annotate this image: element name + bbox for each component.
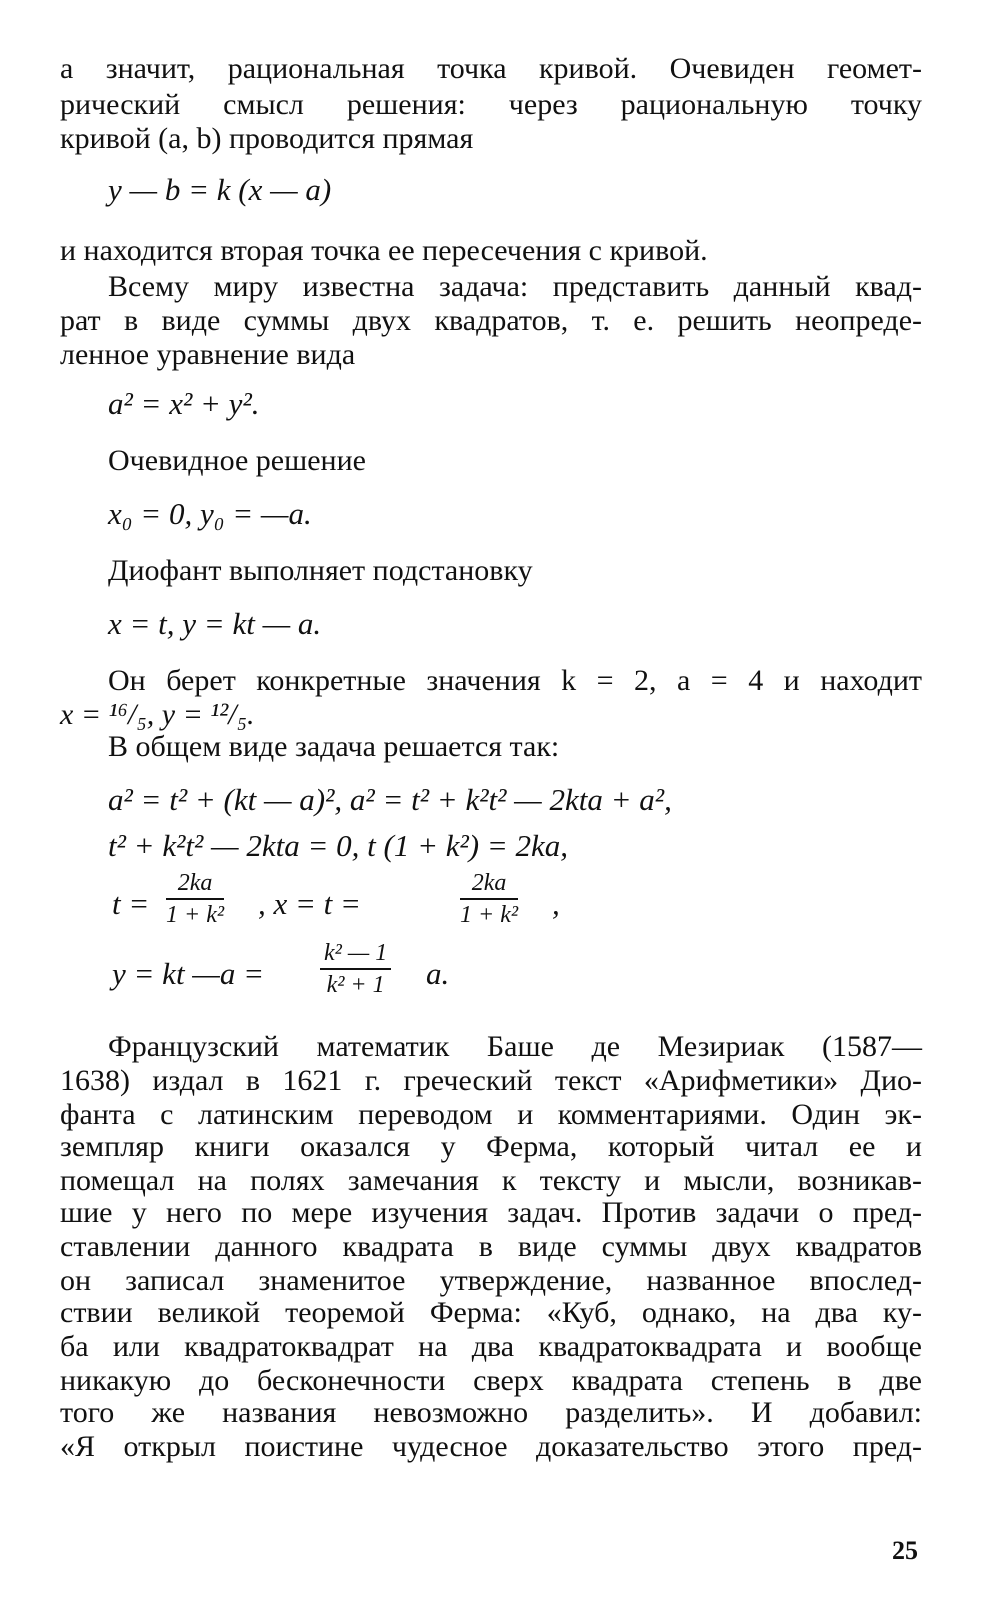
fraction	[320, 940, 391, 998]
equation-line: a² = x² + y².	[108, 386, 260, 421]
text-line: ба или квадратоквадрат на два квадратоквадрата и вообще	[60, 1330, 922, 1363]
fraction-denominator: k² + 1	[326, 972, 385, 998]
fraction-numerator: k² — 1	[320, 940, 391, 970]
fraction-denominator: 1 + k²	[166, 902, 225, 928]
text-line: фанта с латинским переводом и комментариями. Один эк-	[60, 1098, 922, 1131]
equation-end: a.	[426, 956, 450, 991]
text-line: Очевидное решение	[108, 444, 366, 477]
text-line: помещал на полях замечания к тексту и мысли, возникав-	[60, 1164, 922, 1197]
text-line: x = ¹⁶/₅, y = ¹²/₅.	[60, 698, 255, 731]
equation-lhs: t =	[112, 886, 150, 921]
fraction-numerator: 2ka	[460, 870, 518, 900]
equation-end: ,	[552, 886, 560, 921]
text-line: земпляр книги оказался у Ферма, который читал ее и	[60, 1130, 922, 1163]
text-line: рат в виде суммы двух квадратов, т. е. решить неопреде-	[60, 304, 922, 337]
text-line: «Я открыл поистине чудесное доказательство этого пред-	[60, 1430, 922, 1463]
page-number: 25	[892, 1536, 918, 1565]
equation-line: x = t, y = kt — a.	[108, 606, 322, 641]
equation-line: t² + k²t² — 2kta = 0, t (1 + k²) = 2ka,	[108, 828, 569, 863]
text-line: шие у него по мере изучения задач. Против задачи о пред-	[60, 1196, 922, 1229]
text-line: Французский математик Баше де Мезириак (1587—	[108, 1030, 922, 1063]
text-line: кривой (a, b) проводится прямая	[60, 122, 474, 155]
equation-line: a² = t² + (kt — a)², a² = t² + k²t² — 2kta + a²,	[108, 782, 672, 817]
text-line: Диофант выполняет подстановку	[108, 554, 533, 587]
text-line: того же названия невозможно разделить». И добавил:	[60, 1396, 922, 1429]
fraction-numerator: 2ka	[166, 870, 224, 900]
equation-mid: , x = t =	[258, 886, 361, 921]
text-line: рический смысл решения: через рациональную точку	[60, 88, 922, 121]
text-line: ленное уравнение вида	[60, 338, 356, 371]
text-line: Он берет конкретные значения k = 2, a = 4 и находит	[108, 664, 922, 697]
text-line: Всему миру известна задача: представить данный квад-	[108, 270, 922, 303]
text-line: а значит, рациональная точка кривой. Очевиден геомет-	[60, 52, 922, 85]
fraction-denominator: 1 + k²	[460, 902, 519, 928]
text-line: 1638) издал в 1621 г. греческий текст «Арифметики» Дио-	[60, 1064, 922, 1097]
text-line: и находится вторая точка ее пересечения с кривой.	[60, 234, 708, 267]
fraction	[166, 870, 224, 928]
text-line: ставлении данного квадрата в виде суммы двух квадратов	[60, 1230, 922, 1263]
text-line: ствии великой теоремой Ферма: «Куб, однако, на два ку-	[60, 1296, 922, 1329]
equation-line: y — b = k (x — a)	[108, 172, 332, 207]
text-line: никакую до бесконечности сверх квадрата степень в две	[60, 1364, 922, 1397]
equation-line: x₀ = 0, y₀ = —a.	[108, 496, 312, 531]
text-line: В общем виде задача решается так:	[108, 730, 560, 763]
fraction	[460, 870, 518, 928]
equation-lhs: y = kt —a =	[112, 956, 265, 991]
text-line: он записал знаменитое утверждение, названное впослед-	[60, 1264, 922, 1297]
